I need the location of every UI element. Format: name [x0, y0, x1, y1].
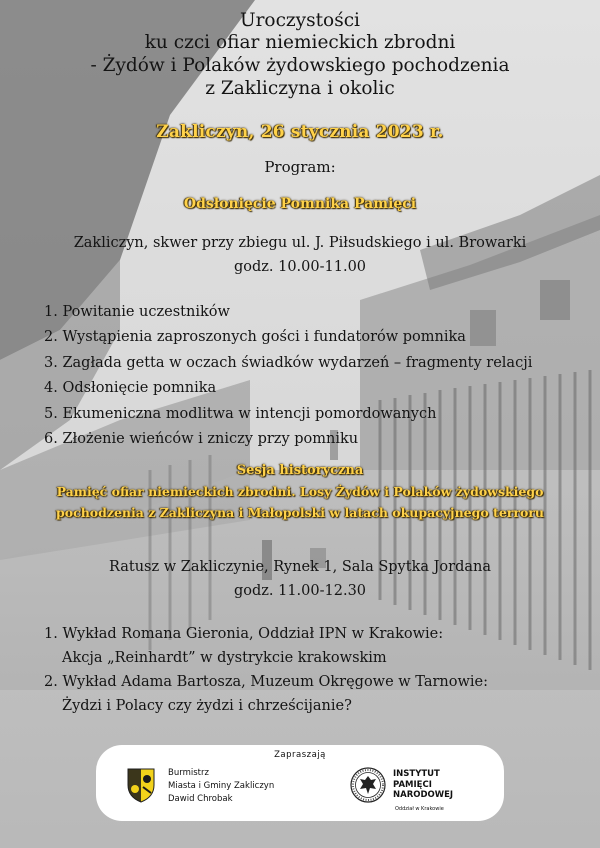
ipn-line-3: NARODOWEJ	[393, 790, 454, 800]
section2-lecture-list	[44, 622, 488, 718]
section2-location: Ratusz w Zakliczynie, Rynek 1, Sala Spytka Jordana	[108, 559, 492, 575]
list-item: 4. Odsłonięcie pomnika	[44, 380, 217, 397]
mayor-info	[168, 767, 274, 806]
ipn-eagle-seal-icon	[350, 767, 386, 803]
organizers-box	[96, 745, 504, 821]
list-item: Żydzi i Polacy czy żydzi i chrześcijanie?	[62, 698, 352, 714]
event-date: Zakliczyn, 26 stycznia 2023 r.	[156, 122, 444, 142]
section2-time: godz. 11.00-12.30	[233, 583, 367, 599]
ipn-branch: Oddział w Krakowie	[395, 806, 444, 812]
mayor-line-3: Dawid Chrobak	[168, 794, 233, 804]
list-item: 2. Wykład Adama Bartosza, Muzeum Okręgowe w Tarnowie:	[44, 674, 489, 690]
list-item: 3. Zagłada getta w oczach świadków wydarzeń – fragmenty relacji	[44, 354, 533, 371]
title-line-1: Uroczystości	[240, 10, 360, 31]
ipn-name	[393, 769, 453, 801]
ipn-line-1: INSTYTUT	[393, 769, 440, 779]
ipn-line-2: PAMIĘCI	[393, 779, 432, 790]
section1-heading: Odsłonięcie Pomnika Pamięci	[183, 196, 417, 212]
list-item: 2. Wystąpienia zaproszonych gości i fundatorów pomnika	[44, 329, 466, 346]
mayor-line-1: Burmistrz	[168, 768, 209, 778]
list-item: 6. Złożenie wieńców i zniczy przy pomniku	[44, 431, 359, 448]
mayor-line-2: Miasta i Gminy Zakliczyn	[168, 781, 275, 791]
title-line-2: ku czci ofiar niemieckich zbrodni	[144, 32, 456, 53]
list-item: 1. Powitanie uczestników	[44, 304, 230, 320]
section1-program-list	[44, 300, 532, 452]
list-item: Akcja „Reinhardt” w dystrykcie krakowskim	[62, 650, 387, 666]
program-label: Program:	[264, 158, 336, 176]
list-item: 1. Wykład Romana Gieronia, Oddział IPN w Krakowie:	[44, 626, 444, 642]
zakliczyn-crest-icon	[126, 767, 156, 803]
section1-location: Zakliczyn, skwer przy zbiegu ul. J. Piłsudskiego i ul. Browarki	[73, 235, 527, 251]
invite-label: Zapraszają	[274, 750, 326, 760]
section2-heading: Sesja historyczna	[236, 463, 364, 478]
section1-time: godz. 10.00-11.00	[233, 259, 367, 275]
list-item: 5. Ekumeniczna modlitwa w intencji pomordowanych	[44, 405, 437, 422]
section2-subtitle-line-1: Pamięć ofiar niemieckich zbrodni. Losy Żydów i Polaków żydowskiego	[56, 484, 544, 499]
title-line-4: z Zakliczyna i okolic	[205, 78, 395, 99]
title-line-3: - Żydów i Polaków żydowskiego pochodzenia	[90, 55, 510, 76]
section2-subtitle-line-2: pochodzenia z Zakliczyna i Małopolski w latach okupacyjnego terroru	[56, 505, 544, 520]
